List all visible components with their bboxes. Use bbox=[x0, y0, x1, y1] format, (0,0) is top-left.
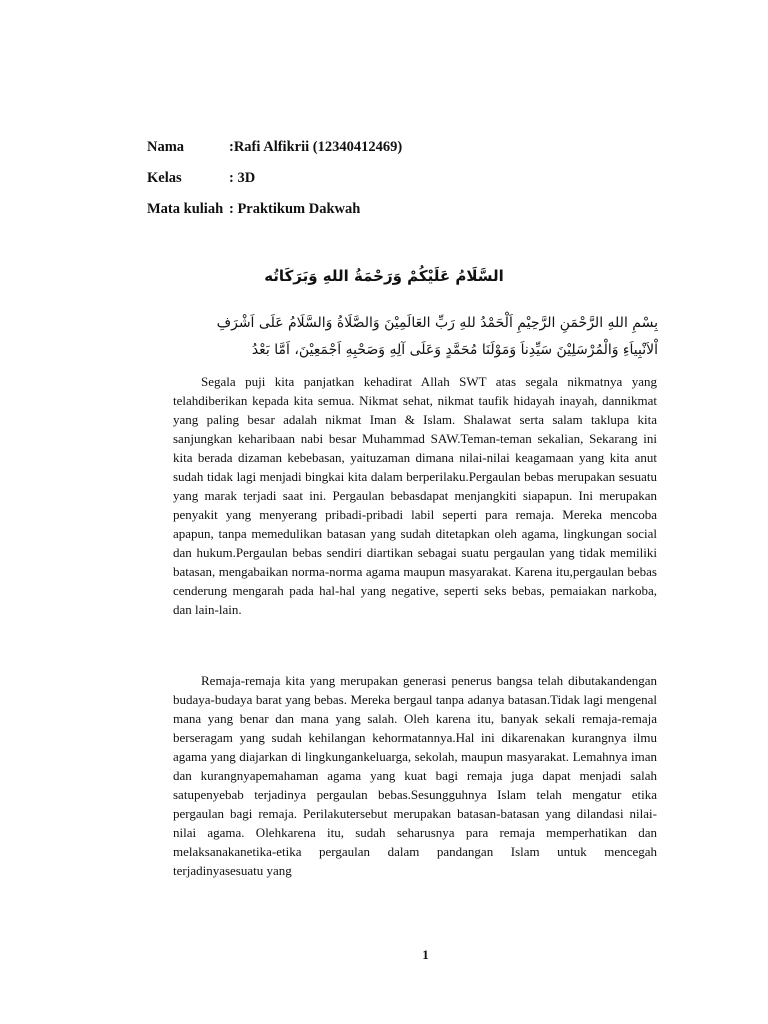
paragraph-1 bbox=[173, 372, 657, 619]
paragraph-2-text: Remaja-remaja kita yang merupakan generasi penerus bangsa telah dibutakandengan budaya-budaya barat yang bebas. Mereka bergaul tanpa adanya batasan.Tidak lagi mengenal mana yang benar dan mana yang salah. Oleh karena itu, banyak sekali remaja-remaja berseragam yang sudah kehilangan kehormatannya.Hal ini dikarenakan kurangnya ilmu agama yang diajarkan di lingkungankeluarga, sekolah, maupun masyarakat. Lemahnya iman dan kurangnyapemahaman agama yang kuat bagi remaja juga dapat menjadi salah satupenyebab terjadinya pergaulan bebas.Sesungguhnya Islam telah mengatur etika pergaulan bagi remaja. Perilakutersebut merupakan batasan-batasan yang dilandasi nilai-nilai agama. Olehkarena itu, sudah seharusnya para remaja memperhatikan dan melaksanakanetika-etika pergaulan dalam pandangan Islam untuk mencegah terjadinyasesuatu yang bbox=[173, 673, 657, 878]
course-label: Mata kuliah bbox=[147, 201, 224, 217]
paragraph-2 bbox=[173, 671, 657, 880]
course-value: : Praktikum Dakwah bbox=[229, 201, 361, 217]
class-row bbox=[147, 168, 402, 188]
class-value: : 3D bbox=[229, 170, 256, 186]
class-label: Kelas bbox=[147, 170, 182, 186]
page-number: 1 bbox=[422, 947, 429, 962]
course-row bbox=[147, 199, 402, 219]
arabic-salam: السَّلَامُ عَلَيْكُمْ وَرَحْمَةُ اللهِ وَبَرَكَاتُه bbox=[264, 267, 504, 285]
name-value: :Rafi Alfikrii (12340412469) bbox=[229, 139, 403, 155]
student-info bbox=[147, 137, 402, 230]
arabic-opening bbox=[165, 310, 658, 364]
name-row bbox=[147, 137, 402, 157]
name-label: Nama bbox=[147, 139, 185, 155]
arabic-opening-line-1: بِسْمِ اللهِ الرَّحْمَنِ الرَّحِيْمِ اَلْحَمْدُ للهِ رَبِّ العَالَمِيْنَ وَالصَّلَاةُ وَالسَّلَامُ عَلَى اَشْرَفِ bbox=[216, 315, 658, 331]
paragraph-1-text: Segala puji kita panjatkan kehadirat Allah SWT atas segala nikmatnya yang telahdiberikan kepada kita semua. Nikmat sehat, nikmat taufik hidayah inayah, dannikmat yang paling besar adalah nikmat Iman & Islam. Shalawat serta salam taklupa kita sanjungkan keharibaan nabi besar Muhammad SAW.Teman-teman sekalian, Sekarang ini kita berada dizaman kebebasan, yaituzaman dimana nilai-nilai keagamaan yang kita anut sudah tidak lagi menjadi bingkai kita dalam berperilaku.Pergaulan bebas merupakan sesuatu yang marak terjadi saat ini. Pergaulan bebasdapat menjangkiti siapapun. Ini merupakan penyakit yang menyerang pribadi-pribadi labil seperti para remaja. Mereka mencoba apapun, tanpa memedulikan batasan yang sudah ditetapkan oleh agama, lingkungan social dan hukum.Pergaulan bebas sendiri diartikan sebagai suatu pergaulan yang tidak memiliki batasan, mengabaikan norma-norma agama maupun masyarakat. Karena itu,pergaulan bebas cenderung mengarah pada hal-hal yang negative, seperti seks bebas, pemaiakan narkoba, dan lain-lain. bbox=[173, 374, 657, 617]
arabic-opening-line-2: اْلاَنْبِياَءِ وَالْمُرْسَلِيْنَ سَيِّدِناَ وَمَوْلَنَا مُحَمَّدٍ وَعَلَى آلِهِ وَصَحْبِهِ اَجْمَعِيْنَ، اَمَّا بَعْدُ bbox=[251, 342, 658, 358]
